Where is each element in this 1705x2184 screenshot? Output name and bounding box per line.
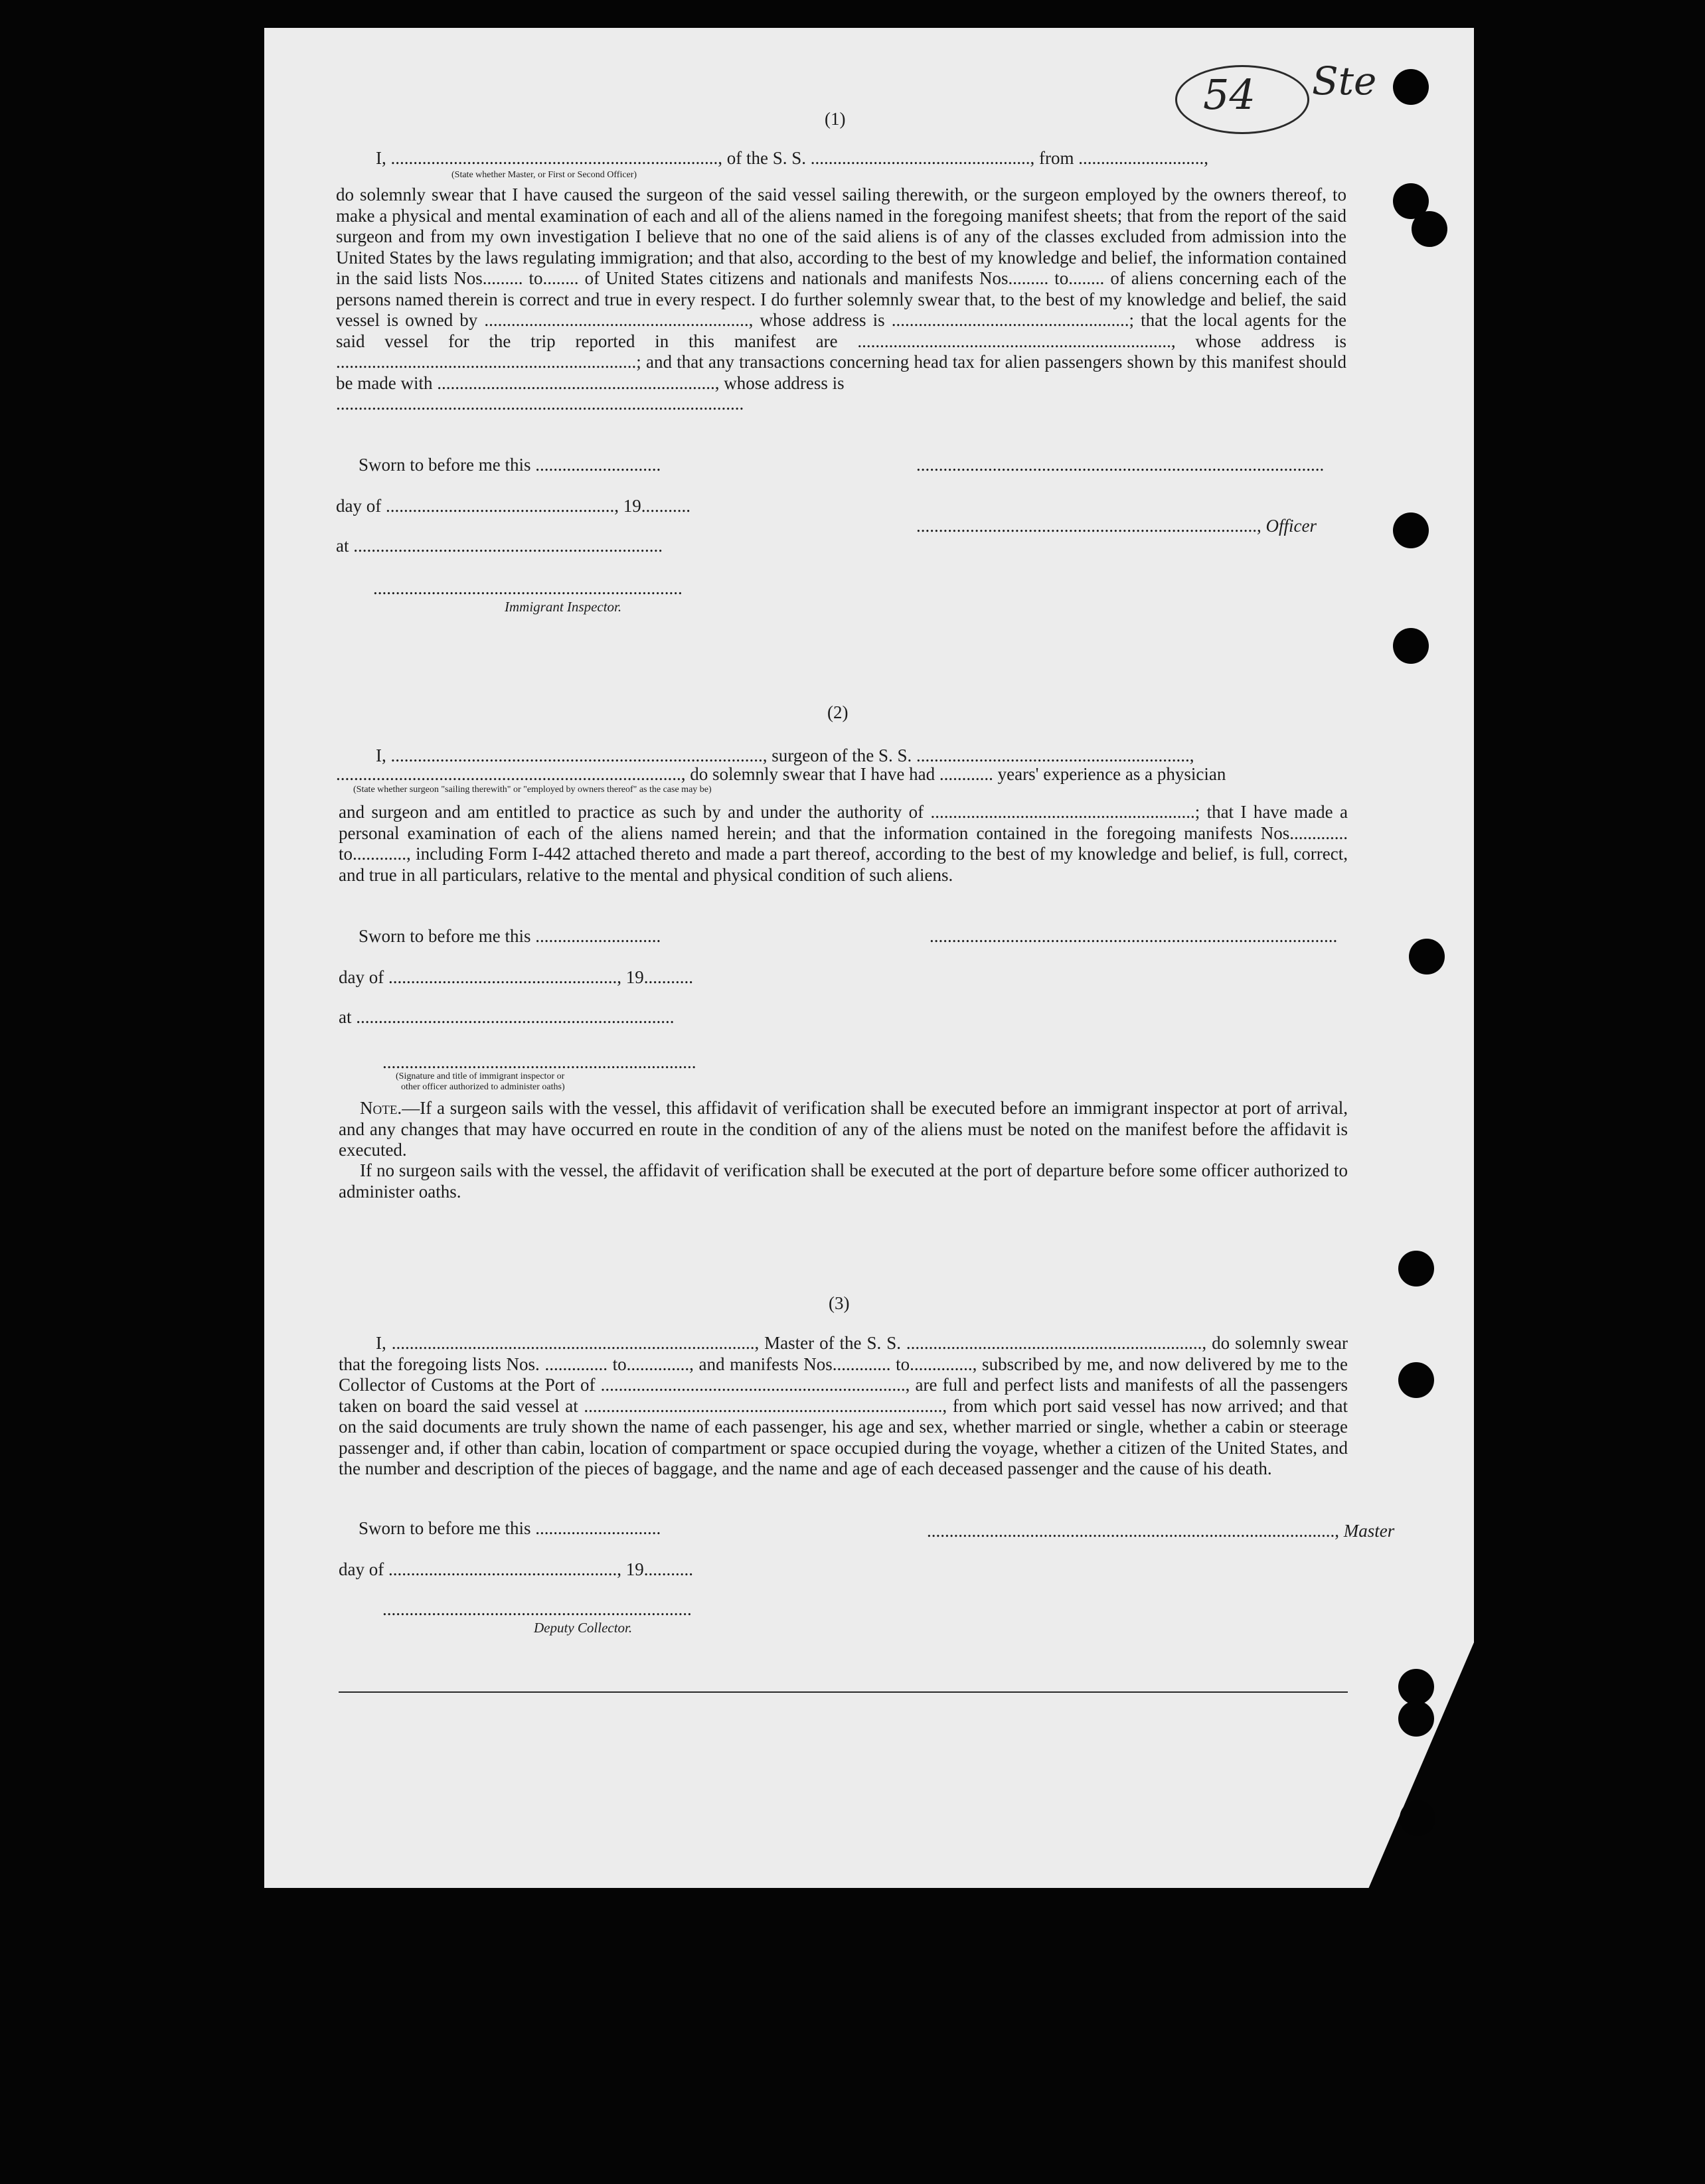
sworn-line: Sworn to before me this ............................ <box>359 1518 661 1538</box>
surgeon-caption: (State whether surgeon "sailing therewith" or "employed by owners thereof" as the case may be) <box>353 785 712 795</box>
surgeon-declaration-line: I, ..................................................................................., surgeon of the S. S. ............................................................., <box>376 745 1194 765</box>
at-line: at ..................................................................... <box>336 536 663 556</box>
inspector-caption-1: (Signature and title of immigrant inspector or <box>396 1071 565 1081</box>
master-oath-text: I, ................................................................................., Master of the S. S. .................................................................., do solemnly swear that the foregoing lists Nos. .............. to.............., and manifests Nos............. to.............., subscribed by me, and now delivered by me to the Collector of Customs at the Port of ...................................................................., are full and perfect lists and manifests of all the passengers taken on board the said vessel at ................................................................................, from which port said vessel has now arrived; and that on the said documents are truly shown the name of each passenger, his age and sex, whether married or single, whether a cabin or steerage passenger and, if other than cabin, location of compartment or space occupied during the voyage, whether a citizen of the United States, and the number and description of the pieces of baggage, and the name and age of each deceased passenger and the cause of his death. <box>339 1333 1348 1478</box>
oath-text-end: ........................................................................................... <box>336 394 744 414</box>
section-number: (2) <box>827 702 849 722</box>
surgeon-oath-paragraph <box>339 802 1348 886</box>
day-line: day of ..................................................., 19........... <box>339 1559 693 1579</box>
officer-blank-line: ........................................................................................... <box>916 455 1325 475</box>
inspector-signature-line: ..................................................................... <box>373 578 683 598</box>
binder-hole <box>1398 1251 1434 1287</box>
at-line: at ....................................................................... <box>339 1007 675 1027</box>
master-oath-paragraph <box>339 1333 1348 1480</box>
surgeon-experience-line: ............................................................................., do solemnly swear that I have had ............ years' experience as a physician <box>336 764 1226 784</box>
inspector-caption-2: other officer authorized to administer oaths) <box>401 1082 565 1092</box>
binder-hole <box>1398 1669 1434 1705</box>
sworn-line: Sworn to before me this ............................ <box>359 455 661 475</box>
inspector-caption: Immigrant Inspector. <box>505 599 622 615</box>
note-label: Note. <box>360 1098 402 1118</box>
binder-hole <box>1412 211 1447 247</box>
binder-hole <box>1398 1362 1434 1398</box>
note-text: —If a surgeon sails with the vessel, this affidavit of verification shall be executed before an immigrant inspector at port of arrival, and any changes that may have occurred en route in the condition of any of the aliens must be noted on the manifest before the affidavit is executed. <box>339 1098 1348 1160</box>
note-text-2: If no surgeon sails with the vessel, the affidavit of verification shall be executed at the port of departure before some officer authorized to administer oaths. <box>339 1160 1348 1202</box>
oath-paragraph <box>336 185 1346 415</box>
surgeon-oath-text: and surgeon and am entitled to practice as such by and under the authority of ...........................................................; that I have made a personal examination of each of the aliens named herein; and that the information contained in the foregoing manifests Nos............. to............, including Form I-442 attached thereto and made a part thereof, according to the best of my knowledge and belief, is full, correct, and true in all particulars, relative to the mental and physical condition of such aliens. <box>339 802 1348 885</box>
note-paragraph <box>339 1098 1348 1161</box>
binder-hole <box>1393 69 1429 105</box>
day-line: day of ..................................................., 19........... <box>339 967 693 987</box>
section-number: (1) <box>825 109 846 129</box>
officer-caption: (State whether Master, or First or Second Officer) <box>451 170 637 180</box>
sworn-line: Sworn to before me this ............................ <box>359 926 661 946</box>
collector-caption: Deputy Collector. <box>534 1620 633 1636</box>
day-line: day of ..................................................., 19........... <box>336 496 690 516</box>
binder-hole <box>1393 628 1429 664</box>
oath-text: do solemnly swear that I have caused the surgeon of the said vessel sailing therewith, or the surgeon employed by the owners thereof, to make a physical and mental examination of each and all of the aliens named in the foregoing manifest sheets; that from the report of the said surgeon and from my own investigation I believe that no one of the said aliens is of any of the classes excluded from admission into the United States by the laws regulating immigration; and that also, according to the best of my knowledge and belief, the information contained in the said lists Nos......... to........ of United States citizens and nationals and manifests Nos......... to........ of aliens concerning each of the persons named therein is correct and true in every respect. I do further solemnly swear that, to the best of my knowledge and belief, the said vessel is owned by ..........................................................., whose address is .....................................................; that the local agents for the said vessel for the trip reported in this manifest are ......................................................................, whose address is ...................................................................; and that any transactions concerning head tax for alien passengers shown by this manifest should be made with .............................................................., whose address is <box>336 185 1346 393</box>
officer-signature-text: ............................................................................, Officer <box>916 516 1317 536</box>
binder-hole <box>1393 512 1429 548</box>
handwritten-page-number: 54 <box>1203 70 1256 119</box>
binder-hole <box>1400 1800 1435 1836</box>
section-number: (3) <box>829 1293 850 1313</box>
surgeon-signature-line: ........................................................................................... <box>930 926 1338 946</box>
inspector-signature-line: ...................................................................... <box>382 1052 696 1072</box>
master-signature-line: ..........................................................................................., Master <box>927 1521 1395 1541</box>
binder-hole <box>1398 1701 1434 1737</box>
handwritten-initials: Ste <box>1312 58 1377 104</box>
note-paragraph-2 <box>339 1160 1348 1202</box>
master-declaration-line: I, ........................................................................., of the S. S. ................................................., from ............................, <box>376 148 1208 168</box>
officer-signature-line <box>916 515 1317 536</box>
binder-hole <box>1409 939 1445 975</box>
bottom-divider <box>339 1691 1348 1693</box>
collector-signature-line: ..................................................................... <box>382 1599 692 1619</box>
